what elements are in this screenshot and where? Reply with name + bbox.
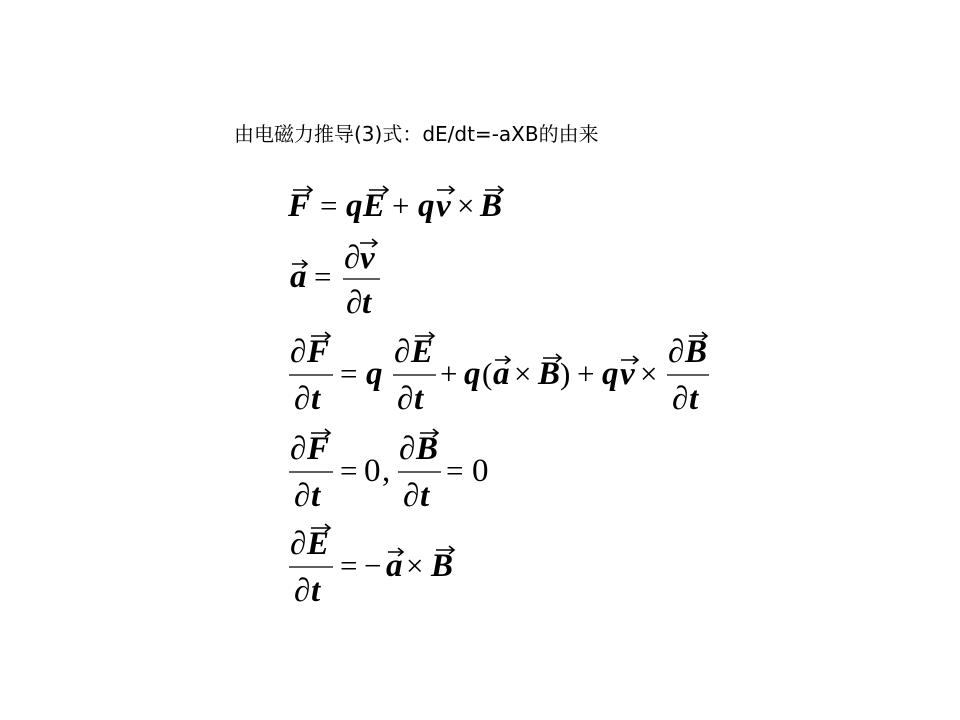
sym-t: t — [689, 381, 699, 417]
equation-3 — [289, 332, 709, 417]
equation-2 — [290, 239, 380, 321]
sym-partial: ∂ — [290, 431, 307, 467]
sym-q: q — [602, 356, 619, 392]
sym-times: × — [457, 188, 475, 223]
sym-B: B — [480, 188, 503, 224]
sym-E: E — [363, 188, 386, 224]
equation-text-1 — [0, 0, 1, 1]
sym-t: t — [311, 478, 321, 514]
sym-partial: ∂ — [290, 526, 307, 562]
sym-F: F — [307, 334, 330, 370]
sym-t: t — [362, 285, 372, 321]
sym-B: B — [538, 356, 561, 392]
sym-B: B — [685, 334, 708, 370]
sym-t: t — [311, 573, 321, 609]
slide-heading: 由电磁力推导(3)式：dE/dt=-aXB的由来 — [234, 122, 599, 146]
equation-5 — [289, 524, 454, 609]
sym-partial: ∂ — [294, 573, 311, 609]
sym-E: E — [411, 334, 434, 370]
sym-rparen: ) — [560, 356, 571, 391]
sym-partial: ∂ — [397, 381, 414, 417]
sym-q: q — [418, 188, 435, 224]
sym-eq: = — [446, 453, 464, 488]
sym-partial: ∂ — [294, 478, 311, 514]
sym-eq: = — [320, 188, 338, 223]
sym-partial: ∂ — [290, 334, 307, 370]
sym-partial: ∂ — [399, 431, 416, 467]
sym-a: a — [493, 356, 510, 392]
sym-plus: + — [577, 356, 595, 391]
sym-partial: ∂ — [344, 240, 361, 276]
sym-B: B — [416, 431, 439, 467]
sym-t: t — [420, 478, 430, 514]
sym-times: × — [640, 356, 658, 391]
sym-zero: 0 — [364, 453, 381, 489]
sym-a: a — [290, 259, 307, 295]
sym-q: q — [366, 356, 383, 392]
sym-partial: ∂ — [403, 478, 420, 514]
sym-t: t — [414, 381, 424, 417]
sym-partial: ∂ — [346, 285, 363, 321]
sym-eq: = — [314, 259, 332, 294]
equation-4 — [289, 429, 489, 514]
sym-lparen: ( — [482, 356, 493, 391]
sym-minus: − — [364, 548, 382, 583]
sym-partial: ∂ — [294, 381, 311, 417]
sym-times: × — [514, 356, 532, 391]
sym-comma: , — [382, 453, 391, 489]
sym-times: × — [406, 548, 424, 583]
sym-q: q — [346, 188, 363, 224]
equation-1 — [287, 186, 503, 224]
sym-F: F — [288, 188, 311, 224]
sym-partial: ∂ — [672, 381, 689, 417]
sym-E: E — [307, 526, 330, 562]
sym-eq: = — [340, 453, 358, 488]
sym-v: v — [360, 240, 375, 276]
sym-partial: ∂ — [394, 334, 411, 370]
sym-q: q — [464, 356, 481, 392]
sym-eq: = — [340, 548, 358, 583]
sym-v: v — [436, 188, 451, 224]
sym-B: B — [431, 548, 454, 584]
sym-partial: ∂ — [668, 334, 685, 370]
sym-plus: + — [392, 188, 410, 223]
sym-a: a — [386, 548, 403, 584]
sym-eq: = — [340, 356, 358, 391]
sym-v: v — [620, 356, 635, 392]
sym-F: F — [307, 431, 330, 467]
sym-zero: 0 — [472, 453, 489, 489]
sym-plus: + — [440, 356, 458, 391]
sym-t: t — [311, 381, 321, 417]
